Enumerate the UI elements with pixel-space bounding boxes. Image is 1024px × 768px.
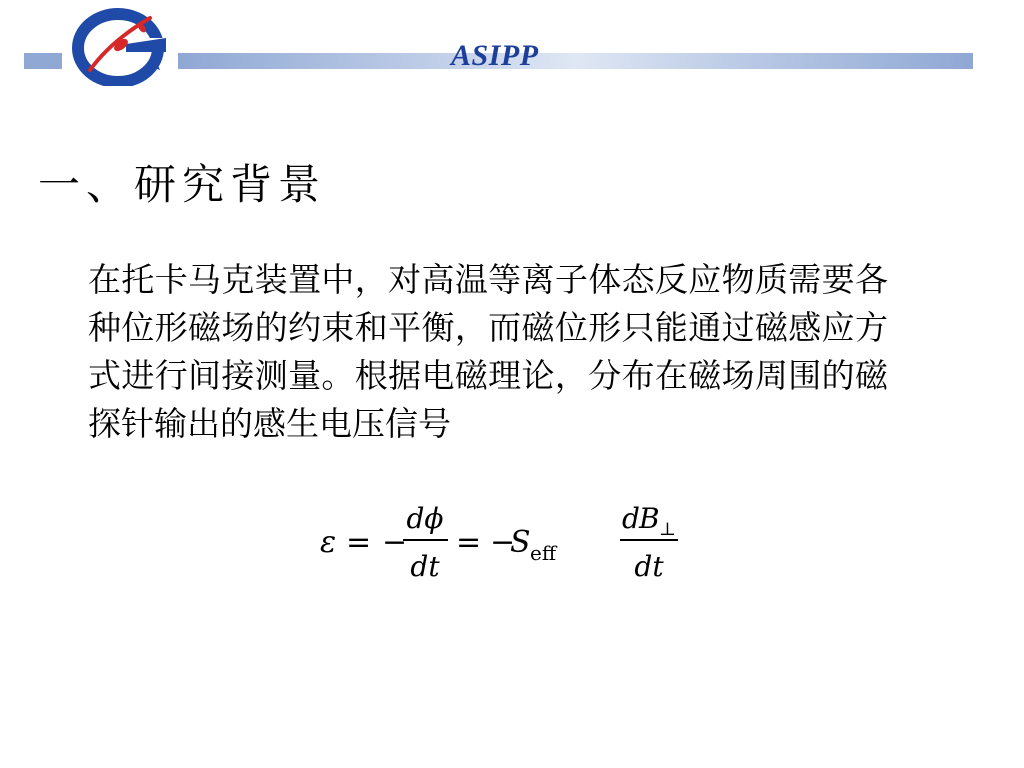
formula-equals-2: = (456, 525, 482, 560)
formula-minus-2: − (490, 525, 516, 560)
formula-frac2-perp: ⊥ (659, 519, 676, 540)
asipp-logo-icon (66, 8, 178, 86)
formula-frac1-numerator: dϕ (406, 502, 444, 535)
org-name: ASIPP (451, 39, 539, 72)
formula-epsilon: ε (320, 525, 337, 560)
formula-minus-1: − (382, 525, 408, 560)
formula-frac1-denominator: dt (410, 550, 440, 583)
formula-s-subscript: eff (530, 541, 557, 565)
formula-frac2-denominator: dt (634, 550, 664, 583)
header-bar-left (24, 53, 62, 69)
header-bar-right (178, 53, 973, 69)
formula-frac2-d: d (622, 502, 640, 535)
section-title: 一、研究背景 (38, 160, 327, 209)
formula-frac2-b: B (639, 502, 660, 535)
formula-equals-1: = (346, 525, 372, 560)
formula-s-symbol: S (510, 525, 531, 560)
body-paragraph: 在托卡马克装置中，对高温等离子体态反应物质需要各种位形磁场的约束和平衡，而磁位形只能通过磁感应方式进行间接测量。根据电磁理论，分布在磁场周围的磁探针输出的感生电压信号 (88, 260, 888, 443)
induced-voltage-formula (300, 490, 720, 590)
